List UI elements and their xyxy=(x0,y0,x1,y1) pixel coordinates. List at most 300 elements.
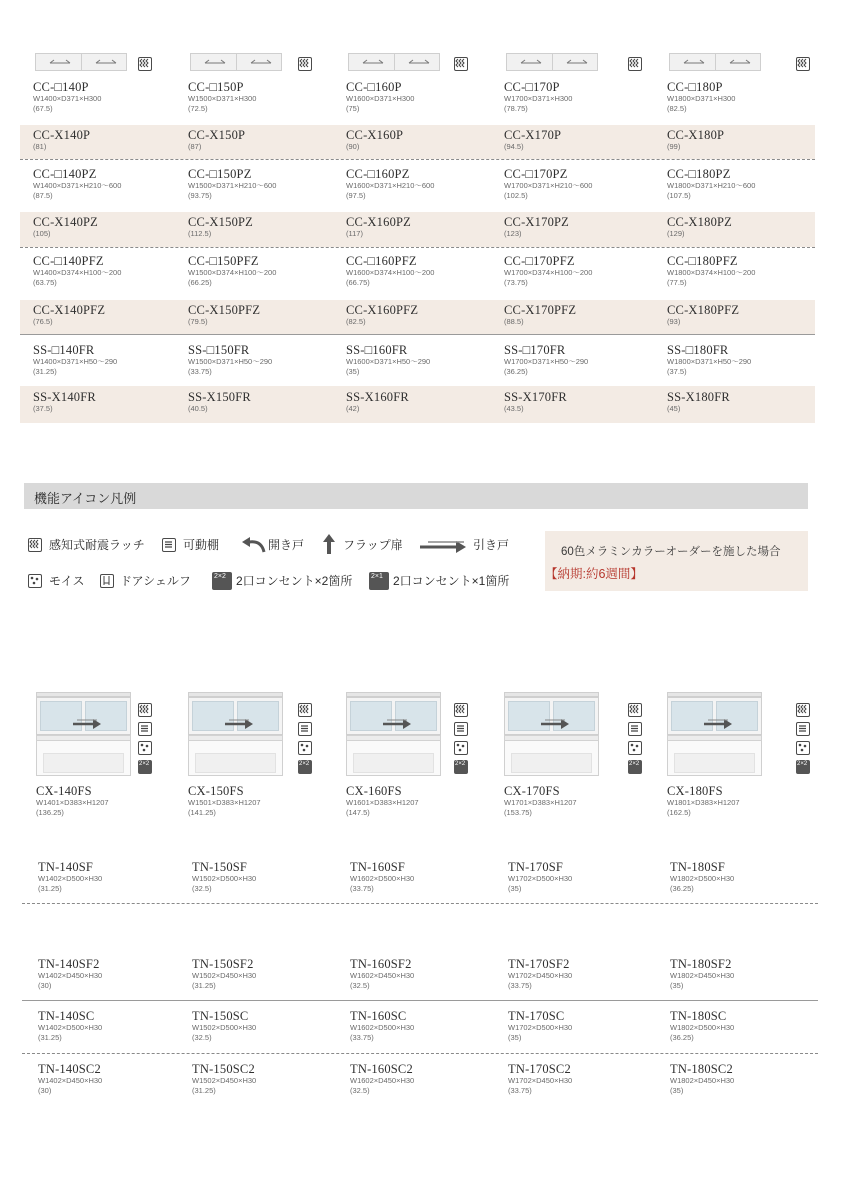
model-number: CC-X160PFZ xyxy=(346,303,419,317)
shelf-icon xyxy=(298,722,312,736)
model-number: CC-□150PZ xyxy=(188,167,252,181)
model-number: CC-X140PFZ xyxy=(33,303,106,317)
model-number: TN-180SC xyxy=(670,1009,727,1023)
model-number: TN-180SF2 xyxy=(670,957,732,971)
outlet-2x2-icon xyxy=(454,760,468,774)
model-number: SS-X150FR xyxy=(188,390,251,404)
spec-cell xyxy=(346,167,496,201)
shelf-icon xyxy=(162,538,176,552)
dimensions: W1502×D500×H30 xyxy=(192,874,257,883)
weight: (153.75) xyxy=(504,808,532,817)
outlet-2x2-icon-label: 2×2 xyxy=(139,761,150,767)
dimensions: W1702×D450×H30 xyxy=(508,1076,573,1085)
sliding-arrow-icon xyxy=(728,57,752,69)
weight: (30) xyxy=(38,981,52,990)
dimensions: W1701×D383×H1207 xyxy=(504,798,577,807)
model-number: TN-160SF xyxy=(350,860,406,874)
dimensions: W1601×D383×H1207 xyxy=(346,798,419,807)
outlet-2x2-icon xyxy=(138,760,152,774)
sliding-arrow-icon xyxy=(381,715,413,730)
weight: (32.5) xyxy=(350,981,370,990)
dimensions: W1600×D371×H210～600 xyxy=(346,181,435,190)
tn-spec-cell xyxy=(670,957,820,991)
spec-cell xyxy=(188,128,338,152)
spec-cell xyxy=(346,343,496,377)
dashed-divider xyxy=(20,247,815,248)
mini-cabinet-image xyxy=(35,53,127,71)
dimensions: W1602×D500×H30 xyxy=(350,1023,415,1032)
outlet-2x1-icon xyxy=(369,572,389,590)
shelf-icon xyxy=(454,722,468,736)
moisture-icon xyxy=(28,574,42,588)
weight: (40.5) xyxy=(188,404,208,413)
tn-spec-cell xyxy=(670,860,820,894)
weight: (31.25) xyxy=(38,884,62,893)
model-number: TN-150SF2 xyxy=(192,957,254,971)
legend-outlet-2x2-label: 2口コンセント×2箇所 xyxy=(236,574,353,588)
model-number: CX-140FS xyxy=(36,784,92,798)
spec-cell xyxy=(33,390,183,414)
spec-cell xyxy=(504,390,654,414)
spec-cell xyxy=(667,254,817,288)
spec-cell xyxy=(346,303,496,327)
dimensions: W1800×D371×H300 xyxy=(667,94,736,103)
outlet-2x2-icon xyxy=(298,760,312,774)
legend-door-shelf-label: ドアシェルフ xyxy=(120,574,191,588)
order-note-line2: 【納期:約6週間】 xyxy=(545,567,643,581)
model-number: CC-X180PFZ xyxy=(667,303,740,317)
spec-cell xyxy=(346,390,496,414)
mini-cabinet-image xyxy=(669,53,761,71)
model-number: SS-□140FR xyxy=(33,343,95,357)
dimensions: W1600×D371×H300 xyxy=(346,94,415,103)
spec-cell xyxy=(504,343,654,377)
feature-icon-column xyxy=(138,703,154,774)
latch-icon xyxy=(454,57,468,71)
model-number: TN-140SF2 xyxy=(38,957,100,971)
dimensions: W1700×D374×H100～200 xyxy=(504,268,593,277)
cabinet-doors xyxy=(188,697,283,735)
dimensions: W1500×D371×H210～600 xyxy=(188,181,277,190)
weight: (35) xyxy=(346,367,360,376)
spec-cell xyxy=(504,303,654,327)
cabinet-open-space xyxy=(504,741,599,776)
spec-cell xyxy=(504,80,654,114)
latch-icon xyxy=(628,703,642,717)
weight: (66.25) xyxy=(188,278,212,287)
weight: (105) xyxy=(33,229,51,238)
weight: (32.5) xyxy=(192,884,212,893)
latch-icon xyxy=(28,538,42,552)
solid-divider xyxy=(20,334,815,335)
weight: (31.25) xyxy=(192,1086,216,1095)
outlet-2x2-icon-label: 2×2 xyxy=(797,761,808,767)
tn-spec-cell xyxy=(508,1009,658,1043)
weight: (107.5) xyxy=(667,191,691,200)
model-number: SS-X160FR xyxy=(346,390,409,404)
sliding-arrow-icon xyxy=(361,57,385,69)
dimensions: W1802×D450×H30 xyxy=(670,971,735,980)
weight: (32.5) xyxy=(350,1086,370,1095)
model-number: CC-X180P xyxy=(667,128,725,142)
weight: (75) xyxy=(346,104,360,113)
model-number: TN-180SF xyxy=(670,860,726,874)
dimensions: W1402×D500×H30 xyxy=(38,874,103,883)
dimensions: W1500×D371×H50～290 xyxy=(188,357,273,366)
model-number: SS-□180FR xyxy=(667,343,729,357)
feature-icon-column xyxy=(454,703,470,774)
weight: (73.75) xyxy=(504,278,528,287)
spec-cell xyxy=(667,390,817,414)
dimensions: W1402×D500×H30 xyxy=(38,1023,103,1032)
dimensions: W1700×D371×H300 xyxy=(504,94,573,103)
weight: (32.5) xyxy=(192,1033,212,1042)
model-number: CC-□140P xyxy=(33,80,89,94)
model-number: CX-180FS xyxy=(667,784,723,798)
weight: (72.5) xyxy=(188,104,208,113)
spec-cell xyxy=(667,215,817,239)
tn-spec-cell xyxy=(350,860,500,894)
moisture-icon xyxy=(796,741,810,755)
sliding-arrow-icon xyxy=(249,57,273,69)
tn-spec-cell xyxy=(38,957,188,991)
weight: (31.25) xyxy=(192,981,216,990)
cabinet-image xyxy=(188,692,283,776)
moisture-icon xyxy=(628,741,642,755)
legend-header xyxy=(24,483,808,509)
tn-spec-cell xyxy=(38,1009,188,1043)
weight: (30) xyxy=(38,1086,52,1095)
weight: (36.25) xyxy=(670,884,694,893)
tn-spec-cell xyxy=(508,1062,658,1096)
sliding-arrow-icon xyxy=(71,715,103,730)
model-number: CX-170FS xyxy=(504,784,560,798)
model-number: SS-X140FR xyxy=(33,390,96,404)
dimensions: W1800×D371×H50～290 xyxy=(667,357,752,366)
sliding-arrow-icon xyxy=(682,57,706,69)
cabinet-open-space xyxy=(667,741,762,776)
model-number: CC-X170P xyxy=(504,128,562,142)
sliding-arrow-icon xyxy=(539,715,571,730)
dimensions: W1702×D500×H30 xyxy=(508,1023,573,1032)
model-number: CC-X150PFZ xyxy=(188,303,261,317)
weight: (141.25) xyxy=(188,808,216,817)
model-number: TN-160SC2 xyxy=(350,1062,413,1076)
model-number: CC-X170PFZ xyxy=(504,303,577,317)
weight: (33.75) xyxy=(508,981,532,990)
model-number: TN-150SC2 xyxy=(192,1062,255,1076)
tn-spec-cell xyxy=(508,860,658,894)
weight: (81) xyxy=(33,142,47,151)
legend-flap-label: フラップ扉 xyxy=(343,538,403,552)
mini-cabinet-image xyxy=(506,53,598,71)
cabinet-open-space xyxy=(36,741,131,776)
weight: (36.25) xyxy=(504,367,528,376)
spec-cell xyxy=(188,167,338,201)
sliding-arrow-icon xyxy=(565,57,589,69)
model-number: CC-X160P xyxy=(346,128,404,142)
spec-cell xyxy=(667,128,817,152)
legend-moisture-label: モイス xyxy=(49,574,85,588)
model-number: TN-170SF xyxy=(508,860,564,874)
cabinet-doors xyxy=(667,697,762,735)
dashed-divider xyxy=(20,159,815,160)
dimensions: W1602×D500×H30 xyxy=(350,874,415,883)
cx-spec-cell xyxy=(36,784,186,818)
spec-cell xyxy=(504,215,654,239)
dashed-divider xyxy=(22,903,818,904)
dimensions: W1702×D500×H30 xyxy=(508,874,573,883)
spec-cell xyxy=(346,128,496,152)
weight: (162.5) xyxy=(667,808,691,817)
model-number: CX-150FS xyxy=(188,784,244,798)
model-number: CC-X140PZ xyxy=(33,215,99,229)
weight: (76.5) xyxy=(33,317,53,326)
legend-shelf-label: 可動棚 xyxy=(183,538,220,552)
model-number: TN-150SC xyxy=(192,1009,249,1023)
hinged-door-icon xyxy=(240,535,266,560)
cx-spec-cell xyxy=(346,784,496,818)
cx-spec-cell xyxy=(504,784,654,818)
dimensions: W1700×D371×H50～290 xyxy=(504,357,589,366)
cabinet-doors xyxy=(504,697,599,735)
weight: (90) xyxy=(346,142,360,151)
weight: (43.5) xyxy=(504,404,524,413)
dimensions: W1502×D500×H30 xyxy=(192,1023,257,1032)
sliding-arrow-icon xyxy=(48,57,72,69)
weight: (77.5) xyxy=(667,278,687,287)
tn-spec-cell xyxy=(350,1062,500,1096)
weight: (36.25) xyxy=(670,1033,694,1042)
latch-icon xyxy=(298,703,312,717)
weight: (123) xyxy=(504,229,522,238)
flap-door-icon xyxy=(321,532,337,561)
model-number: CC-□180P xyxy=(667,80,723,94)
weight: (82.5) xyxy=(667,104,687,113)
cabinet-doors xyxy=(346,697,441,735)
model-number: TN-140SC xyxy=(38,1009,95,1023)
weight: (31.25) xyxy=(33,367,57,376)
weight: (87) xyxy=(188,142,202,151)
sliding-arrow-icon xyxy=(94,57,118,69)
feature-icon-column xyxy=(298,703,314,774)
model-number: CC-X160PZ xyxy=(346,215,412,229)
tn-spec-cell xyxy=(670,1009,820,1043)
tn-spec-cell xyxy=(192,1009,342,1043)
weight: (37.5) xyxy=(667,367,687,376)
spec-cell xyxy=(33,254,183,288)
outlet-2x2-icon xyxy=(212,572,232,590)
latch-icon xyxy=(138,57,152,71)
tn-spec-cell xyxy=(192,1062,342,1096)
legend-hinged-label: 開き戸 xyxy=(268,538,305,552)
model-number: TN-140SF xyxy=(38,860,94,874)
dimensions: W1401×D383×H1207 xyxy=(36,798,109,807)
tn-spec-cell xyxy=(508,957,658,991)
weight: (94.5) xyxy=(504,142,524,151)
spec-cell xyxy=(346,80,496,114)
weight: (33.75) xyxy=(350,1033,374,1042)
weight: (33.75) xyxy=(508,1086,532,1095)
model-number: CC-X140P xyxy=(33,128,91,142)
spec-cell xyxy=(504,128,654,152)
model-number: CC-□160P xyxy=(346,80,402,94)
weight: (87.5) xyxy=(33,191,53,200)
spec-cell xyxy=(33,80,183,114)
door-shelf-icon xyxy=(100,574,114,588)
weight: (33.75) xyxy=(188,367,212,376)
legend-outlet-2x1-label: 2口コンセント×1箇所 xyxy=(393,574,510,588)
tn-spec-cell xyxy=(192,957,342,991)
spec-cell xyxy=(346,254,496,288)
latch-icon xyxy=(628,57,642,71)
dimensions: W1402×D450×H30 xyxy=(38,971,103,980)
model-number: CC-□140PZ xyxy=(33,167,97,181)
cabinet-image xyxy=(667,692,762,776)
spec-cell xyxy=(188,215,338,239)
outlet-2x2-icon-label: 2×2 xyxy=(299,761,310,767)
sliding-arrow-icon xyxy=(223,715,255,730)
spec-cell xyxy=(188,303,338,327)
outlet-2x2-icon-label: 2×2 xyxy=(629,761,640,767)
spec-cell xyxy=(188,343,338,377)
cabinet-doors xyxy=(36,697,131,735)
model-number: CC-X150PZ xyxy=(188,215,254,229)
dashed-divider xyxy=(22,1053,818,1054)
dimensions: W1500×D374×H100～200 xyxy=(188,268,277,277)
spec-cell xyxy=(504,167,654,201)
cabinet-open-space xyxy=(346,741,441,776)
dimensions: W1502×D450×H30 xyxy=(192,971,257,980)
dimensions: W1800×D371×H210～600 xyxy=(667,181,756,190)
weight: (136.25) xyxy=(36,808,64,817)
outlet-2x2-icon xyxy=(628,760,642,774)
latch-icon xyxy=(796,703,810,717)
dimensions: W1600×D374×H100～200 xyxy=(346,268,435,277)
tn-spec-cell xyxy=(38,1062,188,1096)
outlet-2x2-icon-label: 2×2 xyxy=(455,761,466,767)
cx-spec-cell xyxy=(667,784,817,818)
weight: (97.5) xyxy=(346,191,366,200)
outlet-2x2-icon-label: 2×2 xyxy=(214,573,226,580)
dimensions: W1602×D450×H30 xyxy=(350,1076,415,1085)
cabinet-open-space xyxy=(188,741,283,776)
moisture-icon xyxy=(454,741,468,755)
model-number: TN-180SC2 xyxy=(670,1062,733,1076)
outlet-2x2-icon xyxy=(796,760,810,774)
weight: (129) xyxy=(667,229,685,238)
model-number: SS-X170FR xyxy=(504,390,567,404)
weight: (31.25) xyxy=(38,1033,62,1042)
model-number: CC-□150P xyxy=(188,80,244,94)
order-note-box xyxy=(545,531,808,591)
model-number: CC-X170PZ xyxy=(504,215,570,229)
dimensions: W1700×D371×H210～600 xyxy=(504,181,593,190)
sliding-arrow-icon xyxy=(203,57,227,69)
model-number: TN-160SF2 xyxy=(350,957,412,971)
tn-spec-cell xyxy=(350,957,500,991)
latch-icon xyxy=(138,703,152,717)
weight: (93.75) xyxy=(188,191,212,200)
weight: (35) xyxy=(670,981,684,990)
weight: (37.5) xyxy=(33,404,53,413)
model-number: TN-170SF2 xyxy=(508,957,570,971)
cabinet-image xyxy=(504,692,599,776)
weight: (93) xyxy=(667,317,681,326)
model-number: CC-□170PZ xyxy=(504,167,568,181)
outlet-2x1-icon-label: 2×1 xyxy=(371,573,383,580)
spec-cell xyxy=(188,390,338,414)
latch-icon xyxy=(298,57,312,71)
spec-cell xyxy=(667,303,817,327)
dimensions: W1402×D450×H30 xyxy=(38,1076,103,1085)
weight: (78.75) xyxy=(504,104,528,113)
weight: (33.75) xyxy=(350,884,374,893)
model-number: TN-170SC2 xyxy=(508,1062,571,1076)
dimensions: W1400×D374×H100～200 xyxy=(33,268,122,277)
cabinet-image xyxy=(346,692,441,776)
model-number: TN-150SF xyxy=(192,860,248,874)
spec-cell xyxy=(33,343,183,377)
dimensions: W1600×D371×H50～290 xyxy=(346,357,431,366)
spec-cell xyxy=(667,167,817,201)
spec-cell xyxy=(33,167,183,201)
legend-sliding-label: 引き戸 xyxy=(473,538,510,552)
weight: (102.5) xyxy=(504,191,528,200)
weight: (45) xyxy=(667,404,681,413)
mini-cabinet-image xyxy=(348,53,440,71)
tn-spec-cell xyxy=(350,1009,500,1043)
shelf-icon xyxy=(628,722,642,736)
legend-latch-label: 感知式耐震ラッチ xyxy=(49,538,145,552)
legend-title: 機能アイコン凡例 xyxy=(34,491,137,506)
model-number: CC-□180PZ xyxy=(667,167,731,181)
model-number: TN-160SC xyxy=(350,1009,407,1023)
spec-cell xyxy=(667,80,817,114)
model-number: CC-□180PFZ xyxy=(667,254,738,268)
weight: (99) xyxy=(667,142,681,151)
model-number: CX-160FS xyxy=(346,784,402,798)
dimensions: W1400×D371×H210～600 xyxy=(33,181,122,190)
moisture-icon xyxy=(298,741,312,755)
model-number: CC-□150PFZ xyxy=(188,254,259,268)
shelf-icon xyxy=(796,722,810,736)
spec-cell xyxy=(188,80,338,114)
dimensions: W1400×D371×H300 xyxy=(33,94,102,103)
model-number: CC-□160PFZ xyxy=(346,254,417,268)
model-number: CC-□140PFZ xyxy=(33,254,104,268)
model-number: CC-□170PFZ xyxy=(504,254,575,268)
model-number: CC-□160PZ xyxy=(346,167,410,181)
model-number: SS-□160FR xyxy=(346,343,408,357)
sliding-arrow-icon xyxy=(407,57,431,69)
spec-cell xyxy=(33,128,183,152)
dimensions: W1801×D383×H1207 xyxy=(667,798,740,807)
moisture-icon xyxy=(138,741,152,755)
tn-spec-cell xyxy=(38,860,188,894)
cabinet-image xyxy=(36,692,131,776)
dimensions: W1502×D450×H30 xyxy=(192,1076,257,1085)
mini-cabinet-image xyxy=(190,53,282,71)
dimensions: W1702×D450×H30 xyxy=(508,971,573,980)
solid-divider xyxy=(22,1000,818,1001)
order-note-line1: 60色メラミンカラーオーダーを施した場合 xyxy=(561,546,781,558)
dimensions: W1802×D450×H30 xyxy=(670,1076,735,1085)
weight: (147.5) xyxy=(346,808,370,817)
sliding-arrow-icon xyxy=(519,57,543,69)
feature-icon-column xyxy=(796,703,812,774)
weight: (63.75) xyxy=(33,278,57,287)
